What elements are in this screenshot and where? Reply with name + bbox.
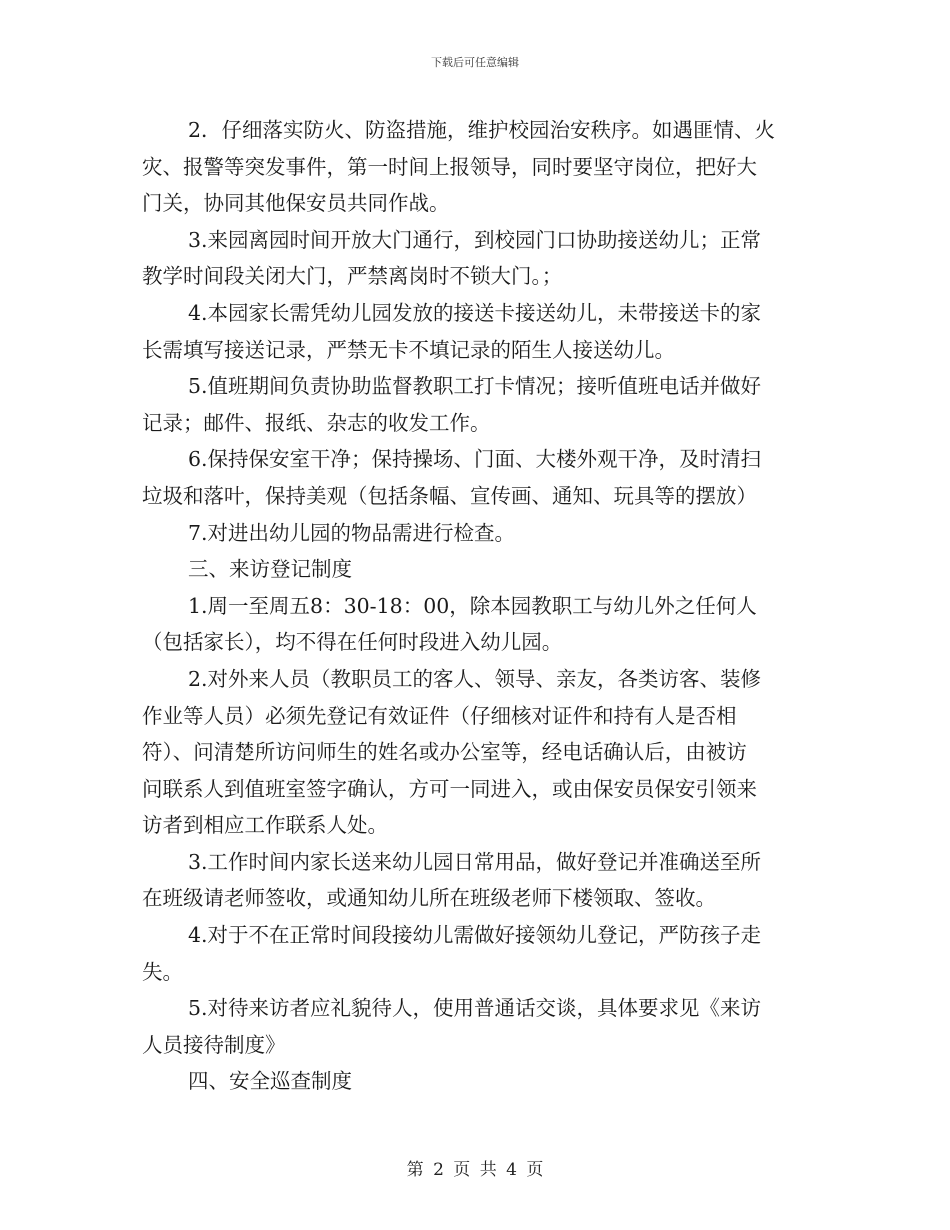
paragraph-line: 2．仔细落实防火、防盗措施，维护校园治安秩序。如遇匪情、火 [188,118,776,142]
section-heading: 四、安全巡查制度 [188,1069,352,1094]
paragraph-line: 符）、问清楚所访问师生的姓名或办公室等，经电话确认后，由被访 [142,740,747,765]
document-body [142,112,804,1100]
paragraph-line: 教学时间段关闭大门，严禁离岗时不锁大门。； [142,264,563,289]
paragraph-line: 1.周一至周五8：30-18：00，除本园教职工与幼儿外之任何人 [188,593,757,618]
paragraph-line: 作业等人员）必须先登记有效证件（仔细核对证件和持有人是否相 [142,703,737,728]
paragraph-line: 5.对待来访者应礼貌待人，使用普通话交谈，具体要求见《来访 [188,996,762,1021]
paragraph-line: 人员接待制度》 [142,1032,286,1057]
page-footer: 第 2 页 共 4 页 [406,1160,544,1180]
paragraph-line: （包括家长），均不得在任何时段进入幼儿园。 [142,630,563,655]
paragraph-line: 访者到相应工作联系人处。 [142,813,388,838]
paragraph-line: 4.本园家长需凭幼儿园发放的接送卡接送幼儿，未带接送卡的家 [188,300,762,325]
paragraph-line: 失。 [142,959,183,984]
paragraph-line: 垃圾和落叶，保持美观（包括条幅、宣传画、通知、玩具等的摆放） [142,483,757,508]
paragraph-line: 5.值班期间负责协助监督教职工打卡情况；接听值班电话并做好 [188,374,762,399]
paragraph-line: 长需填写接送记录，严禁无卡不填记录的陌生人接送幼儿。 [142,337,675,362]
paragraph-line: 7.对进出幼儿园的物品需进行检查。 [188,520,516,545]
paragraph-line: 在班级请老师签收，或通知幼儿所在班级老师下楼领取、签收。 [142,886,716,911]
paragraph-line: 灾、报警等突发事件，第一时间上报领导，同时要坚守岗位，把好大 [142,154,757,179]
page-header: 下载后可任意编辑 [431,56,519,69]
paragraph-line: 4.对于不在正常时间段接幼儿需做好接领幼儿登记，严防孩子走 [188,923,762,948]
paragraph-line: 2.对外来人员（教职员工的客人、领导、亲友，各类访客、装修 [188,666,762,691]
paragraph-line: 记录；邮件、报纸、杂志的收发工作。 [142,410,491,435]
paragraph-line: 门关，协同其他保安员共同作战。 [142,191,450,216]
section-heading: 三、来访登记制度 [188,557,352,582]
paragraph-line: 3.来园离园时间开放大门通行，到校园门口协助接送幼儿；正常 [188,227,762,252]
paragraph-line: 问联系人到值班室签字确认，方可一同进入，或由保安员保安引领来 [142,776,757,801]
paragraph-line: 3.工作时间内家长送来幼儿园日常用品，做好登记并准确送至所 [188,849,762,874]
paragraph-line: 6.保持保安室干净；保持操场、门面、大楼外观干净，及时清扫 [188,447,762,472]
